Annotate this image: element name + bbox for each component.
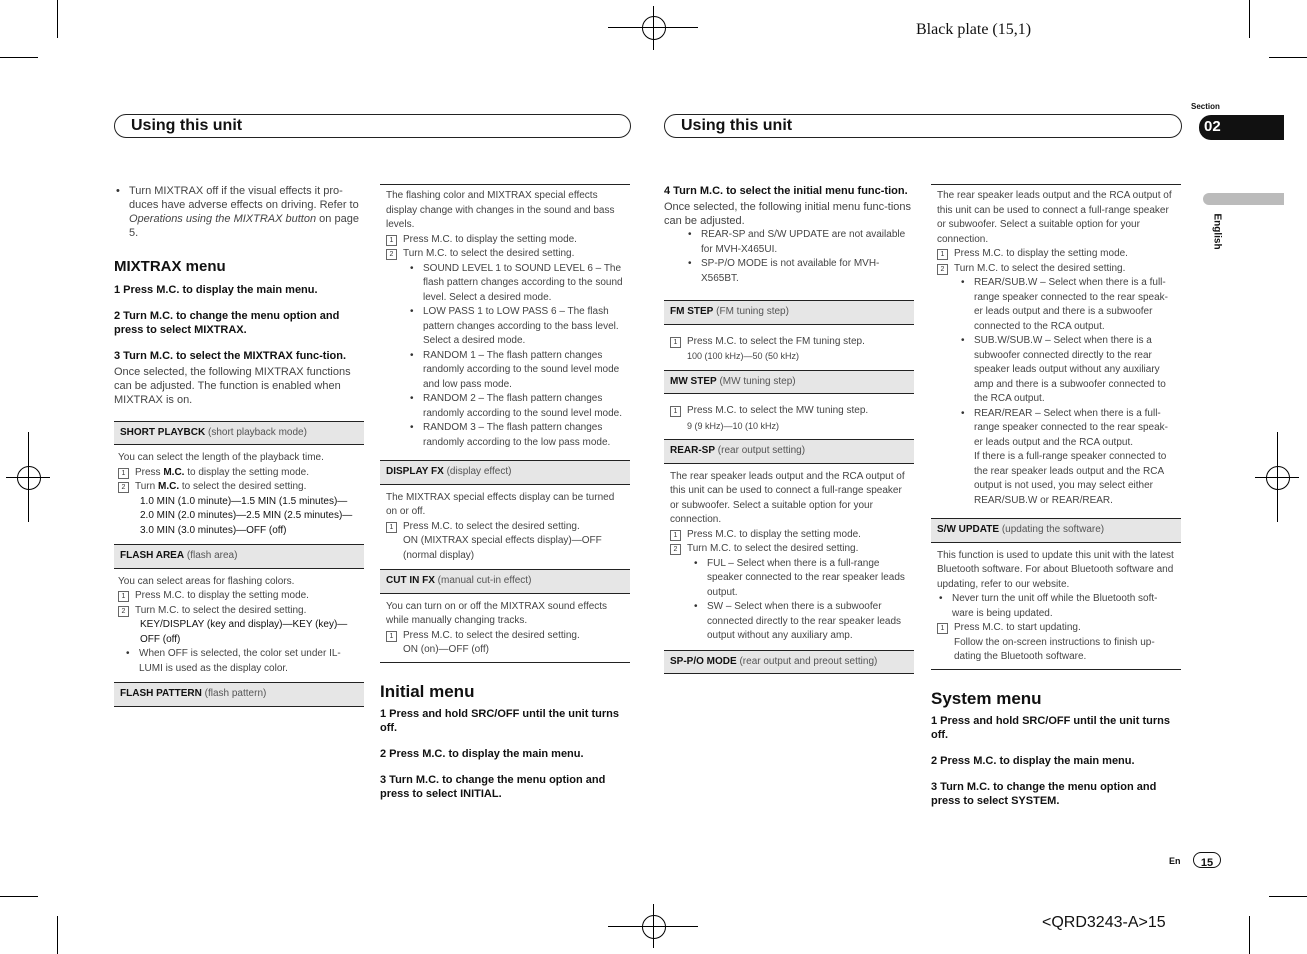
- crop-mark: [1269, 896, 1307, 897]
- display-fx-desc: The MIXTRAX special effects display can be turned on or off.: [386, 491, 615, 517]
- initial-step-3: 3 Turn M.C. to change the menu option and press to select INITIAL.: [380, 774, 606, 800]
- short-playback-desc: You can select the length of the playback time.: [118, 452, 324, 463]
- sp-po-mode-step-2: 2 Turn M.C. to select the desired setting.: [937, 262, 1175, 277]
- section-title-left: Using this unit: [114, 114, 631, 138]
- display-fx-band: DISPLAY FX (display effect): [380, 460, 630, 485]
- initial-step-4-body: Once selected, the following initial menu func-tions can be adjusted.: [664, 201, 912, 227]
- rear-sp-option: • SW – Select when there is a subwoofer connected directly to the rear speaker leads output without any auxiliary amp.: [692, 600, 908, 644]
- rear-sp-desc: The rear speaker leads output and the RCA output of this unit can be used to connect a full-range speaker or subwoofer. Select a suitable option for your connection.: [670, 470, 905, 525]
- short-playback-step-1: 1 Press M.C. to display the setting mode.: [118, 466, 360, 481]
- mixtrax-step-3-body: Once selected, the following MIXTRAX functions can be adjusted. The function is enabled when MIXTRAX is on.: [114, 365, 351, 406]
- language-tab: [1203, 193, 1284, 205]
- section-badge: [1199, 115, 1284, 140]
- cut-in-fx-options: ON (on)—OFF (off): [403, 644, 489, 655]
- document-code: <QRD3243-A>15: [1042, 914, 1166, 931]
- column-2: [380, 184, 630, 803]
- flash-pattern-option: • RANDOM 2 – The flash pattern changes randomly according to the sound level mode.: [408, 392, 624, 421]
- sp-po-mode-option: • REAR/SUB.W – Select when there is a full-range speaker connected to the rear speak-er leads output and there is a subwoofer connected to the RCA output.: [959, 276, 1175, 334]
- sp-po-mode-note: If there is a full-range speaker connected to the rear speaker leads output and the RCA output is not used, you may select either REAR/SUB.W or REAR/REAR.: [974, 451, 1167, 506]
- rear-sp-step-1: 1 Press M.C. to display the setting mode.: [670, 528, 908, 543]
- flash-area-band: FLASH AREA (flash area): [114, 544, 364, 569]
- crop-mark: [57, 0, 58, 38]
- fm-step-options: 100 (100 kHz)—50 (50 kHz): [687, 351, 800, 361]
- initial-step-2: 2 Press M.C. to display the main menu.: [380, 748, 584, 760]
- crop-mark: [57, 916, 58, 954]
- flash-pattern-intro: The flashing color and MIXTRAX special effects display change with changes in the sound and bass levels.: [386, 190, 615, 230]
- cut-in-fx-desc: You can turn on or off the MIXTRAX sound effects while manually changing tracks.: [386, 600, 608, 626]
- crop-mark: [0, 57, 38, 58]
- sw-update-note: • Never turn the unit off while the Bluetooth soft-ware is being updated.: [937, 592, 1175, 621]
- sw-update-desc: This function is used to update this unit with the latest Bluetooth software. For about Bluetooth software and updating, refer to our website.: [937, 549, 1174, 590]
- fm-step-step-1: 1 Press M.C. to select the FM tuning step.: [670, 335, 908, 350]
- availability-note: • REAR-SP and S/W UPDATE are not available for MVH-X465UI.: [686, 228, 914, 257]
- flash-pattern-option: • RANDOM 1 – The flash pattern changes randomly according to the sound level mode and low pass mode.: [408, 349, 624, 393]
- initial-step-1: 1 Press and hold SRC/OFF until the unit turns off.: [380, 708, 619, 734]
- mw-step-step-1: 1 Press M.C. to select the MW tuning step.: [670, 404, 908, 419]
- sw-update-band: S/W UPDATE (updating the software): [931, 518, 1181, 543]
- section-title-right: Using this unit: [664, 114, 1182, 138]
- sw-update-step-1-detail: Follow the on-screen instructions to finish up-dating the Bluetooth software.: [954, 636, 1155, 662]
- sp-po-mode-band: SP-P/O MODE (rear output and preout setting): [664, 650, 914, 675]
- sp-po-mode-step-1: 1 Press M.C. to display the setting mode.: [937, 247, 1175, 262]
- system-menu-heading: System menu: [931, 688, 1042, 708]
- short-playback-options: 1.0 MIN (1.0 minute)—1.5 MIN (1.5 minutes)—2.0 MIN (2.0 minutes)—2.5 MIN (2.5 minutes)—3.0 MIN (3.0 minutes)—OFF (off): [140, 495, 353, 536]
- sp-po-mode-option: • SUB.W/SUB.W – Select when there is a subwoofer connected directly to the rear speaker leads output without any auxiliary amp and there is a subwoofer connected to the RCA output.: [959, 334, 1175, 407]
- sp-po-mode-desc: The rear speaker leads output and the RCA output of this unit can be used to connect a full-range speaker or subwoofer. Select a suitable option for your connection.: [937, 190, 1172, 245]
- language-label: English: [1211, 213, 1223, 250]
- section-label: Section: [1191, 102, 1220, 111]
- display-fx-step-1: 1 Press M.C. to select the desired setting.: [386, 520, 624, 535]
- system-step-1: 1 Press and hold SRC/OFF until the unit turns off.: [931, 715, 1170, 741]
- mixtrax-step-2: 2 Turn M.C. to change the menu option and press to select MIXTRAX.: [114, 309, 340, 336]
- system-step-3: 3 Turn M.C. to change the menu option and press to select SYSTEM.: [931, 781, 1157, 807]
- crop-mark: [1269, 57, 1307, 58]
- cut-in-fx-band: CUT IN FX (manual cut-in effect): [380, 569, 630, 594]
- mixtrax-step-3: 3 Turn M.C. to select the MIXTRAX func-tion.: [114, 349, 347, 362]
- flash-pattern-option: • RANDOM 3 – The flash pattern changes randomly according to the low pass mode.: [408, 421, 624, 450]
- availability-note: • SP-P/O MODE is not available for MVH-X565BT.: [686, 257, 914, 286]
- flash-area-step-1: 1 Press M.C. to display the setting mode.: [118, 589, 360, 604]
- short-playback-step-2: 2 Turn M.C. to select the desired setting.: [118, 480, 360, 495]
- display-fx-options: ON (MIXTRAX special effects display)—OFF (normal display): [403, 535, 602, 561]
- flash-area-note: • When OFF is selected, the color set under IL-LUMI is used as the display color.: [124, 647, 360, 676]
- initial-step-4: 4 Turn M.C. to select the initial menu func-tion.: [664, 185, 908, 197]
- rear-sp-band: REAR-SP (rear output setting): [664, 439, 914, 464]
- mixtrax-step-1: 1 Press M.C. to display the main menu.: [114, 283, 318, 296]
- initial-menu-heading: Initial menu: [380, 681, 475, 701]
- column-3: [664, 184, 914, 680]
- crop-mark: [1249, 0, 1250, 38]
- flash-pattern-option: • LOW PASS 1 to LOW PASS 6 – The flash pattern changes according to the bass level. Select a desired mode.: [408, 305, 624, 349]
- page-number: 15: [1200, 857, 1214, 869]
- flash-pattern-option: • SOUND LEVEL 1 to SOUND LEVEL 6 – The flash pattern changes according to the sound level. Select a desired mode.: [408, 262, 624, 306]
- flash-area-desc: You can select areas for flashing colors.: [118, 575, 295, 587]
- plate-label: Black plate (15,1): [916, 21, 1032, 38]
- sw-update-step-1: 1 Press M.C. to start updating.: [937, 621, 1175, 636]
- crop-mark: [0, 896, 38, 897]
- crop-mark: [1249, 916, 1250, 954]
- mw-step-band: MW STEP (MW tuning step): [664, 370, 914, 395]
- mixtrax-warning: • Turn MIXTRAX off if the visual effects it pro-duces have adverse effects on driving. Refer to Operations using the MIXTRAX button on page 5.: [114, 184, 364, 240]
- mw-step-options: 9 (9 kHz)—10 (10 kHz): [687, 420, 780, 431]
- short-playback-band: SHORT PLAYBCK (short playback mode): [114, 421, 364, 446]
- fm-step-band: FM STEP (FM tuning step): [664, 300, 914, 325]
- flash-area-step-2: 2 Turn M.C. to select the desired setting.: [118, 604, 360, 619]
- column-4: [931, 184, 1181, 810]
- flash-area-options: KEY/DISPLAY (key and display)—KEY (key)—OFF (off): [140, 619, 348, 645]
- column-1: [114, 184, 364, 713]
- mixtrax-menu-heading: MIXTRAX menu: [114, 258, 226, 275]
- flash-pattern-band: FLASH PATTERN (flash pattern): [114, 682, 364, 707]
- page-number-badge: [1193, 852, 1221, 868]
- rear-sp-option: • FUL – Select when there is a full-range speaker connected to the rear speaker leads output.: [692, 557, 908, 601]
- system-step-2: 2 Press M.C. to display the main menu.: [931, 755, 1135, 767]
- section-number: 02: [1204, 118, 1221, 135]
- rear-sp-step-2: 2 Turn M.C. to select the desired setting.: [670, 542, 908, 557]
- cut-in-fx-step-1: 1 Press M.C. to select the desired setting.: [386, 629, 624, 644]
- sp-po-mode-option: • REAR/REAR – Select when there is a full-range speaker connected to the rear speak-er leads output and the RCA output.: [959, 407, 1175, 451]
- footer-lang: En: [1169, 856, 1181, 866]
- flash-pattern-step-1: 1 Press M.C. to display the setting mode.: [386, 233, 624, 248]
- flash-pattern-step-2: 2 Turn M.C. to select the desired setting.: [386, 247, 624, 262]
